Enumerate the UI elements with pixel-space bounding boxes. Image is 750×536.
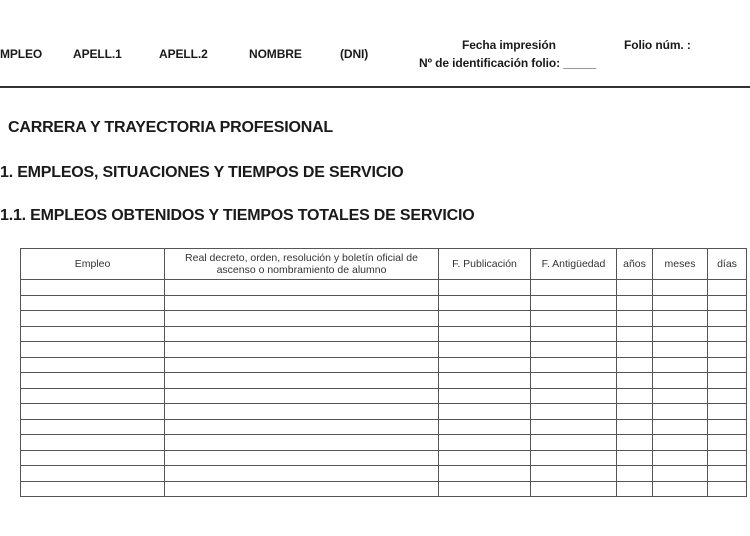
table-cell[interactable] [21, 450, 165, 466]
table-cell[interactable] [439, 466, 531, 482]
table-cell[interactable] [617, 311, 653, 327]
table-cell[interactable] [617, 280, 653, 296]
table-cell[interactable] [21, 357, 165, 373]
table-cell[interactable] [439, 388, 531, 404]
table-row [21, 311, 747, 327]
table-cell[interactable] [21, 295, 165, 311]
table-cell[interactable] [531, 373, 617, 389]
fecha-impresion-label: Fecha impresión [462, 38, 556, 52]
table-cell[interactable] [653, 311, 708, 327]
table-row [21, 435, 747, 451]
table-row [21, 404, 747, 420]
table-row [21, 450, 747, 466]
table-cell[interactable] [531, 450, 617, 466]
column-header-real-decreto: Real decreto, orden, resolución y boletín oficial de ascenso o nombramiento de alumno [165, 249, 439, 280]
table-cell[interactable] [708, 450, 747, 466]
column-header-dias: días [708, 249, 747, 280]
table-cell[interactable] [165, 280, 439, 296]
table-row [21, 388, 747, 404]
table-cell[interactable] [531, 280, 617, 296]
section-subtitle: 1. EMPLEOS, SITUACIONES Y TIEMPOS DE SERVICIO [0, 164, 404, 181]
table-cell[interactable] [21, 481, 165, 497]
header-field-apell1: APELL.1 [73, 47, 122, 61]
table-cell[interactable] [617, 404, 653, 420]
folio-num-label: Folio núm. : [624, 38, 691, 52]
column-header-meses: meses [653, 249, 708, 280]
table-cell[interactable] [617, 388, 653, 404]
table-cell[interactable] [708, 280, 747, 296]
table-cell[interactable] [531, 419, 617, 435]
table-cell[interactable] [165, 357, 439, 373]
column-header-anos: años [617, 249, 653, 280]
table-cell[interactable] [653, 357, 708, 373]
table-cell[interactable] [617, 373, 653, 389]
table-cell[interactable] [165, 388, 439, 404]
table-cell[interactable] [653, 450, 708, 466]
table-cell[interactable] [21, 466, 165, 482]
table-cell[interactable] [708, 326, 747, 342]
table-row [21, 373, 747, 389]
table-cell[interactable] [439, 404, 531, 420]
table-cell[interactable] [21, 435, 165, 451]
column-header-empleo: Empleo [21, 249, 165, 280]
table-cell[interactable] [165, 466, 439, 482]
table-cell[interactable] [165, 326, 439, 342]
table-cell[interactable] [165, 373, 439, 389]
table-cell[interactable] [708, 435, 747, 451]
table-cell[interactable] [439, 326, 531, 342]
table-cell[interactable] [531, 357, 617, 373]
table-cell[interactable] [617, 435, 653, 451]
table-cell[interactable] [21, 311, 165, 327]
table-cell[interactable] [653, 280, 708, 296]
column-header-f-publicacion: F. Publicación [439, 249, 531, 280]
table-cell[interactable] [617, 357, 653, 373]
table-cell[interactable] [708, 342, 747, 358]
table-cell[interactable] [617, 295, 653, 311]
table-cell[interactable] [439, 280, 531, 296]
table-cell[interactable] [708, 466, 747, 482]
header-field-empleo: MPLEO [0, 47, 43, 61]
table-cell[interactable] [21, 342, 165, 358]
table-cell[interactable] [439, 295, 531, 311]
section-title: CARRERA Y TRAYECTORIA PROFESIONAL [8, 119, 334, 136]
table-cell[interactable] [439, 419, 531, 435]
table-cell[interactable] [653, 373, 708, 389]
table-cell[interactable] [439, 435, 531, 451]
table-cell[interactable] [531, 326, 617, 342]
table-cell[interactable] [21, 326, 165, 342]
table-cell[interactable] [708, 419, 747, 435]
table-row [21, 342, 747, 358]
table-cell[interactable] [708, 404, 747, 420]
table-row [21, 481, 747, 497]
table-cell[interactable] [531, 481, 617, 497]
table-cell[interactable] [531, 311, 617, 327]
table-cell[interactable] [165, 295, 439, 311]
table-cell[interactable] [439, 373, 531, 389]
table-cell[interactable] [531, 295, 617, 311]
table-body [21, 280, 747, 497]
table-cell[interactable] [617, 342, 653, 358]
table-cell[interactable] [531, 342, 617, 358]
table-cell[interactable] [165, 481, 439, 497]
table-cell[interactable] [653, 388, 708, 404]
table-cell[interactable] [708, 311, 747, 327]
table-cell[interactable] [531, 404, 617, 420]
table-cell[interactable] [708, 357, 747, 373]
table-cell[interactable] [653, 342, 708, 358]
header-field-apell2: APELL.2 [159, 47, 208, 61]
identificacion-folio-label: Nº de identificación folio: _____ [419, 56, 597, 70]
table-cell[interactable] [21, 388, 165, 404]
table-row [21, 326, 747, 342]
table-cell[interactable] [439, 311, 531, 327]
table-cell[interactable] [439, 342, 531, 358]
table-cell[interactable] [617, 450, 653, 466]
section-subsubtitle: 1.1. EMPLEOS OBTENIDOS Y TIEMPOS TOTALES DE SERVICIO [0, 207, 475, 224]
table-cell[interactable] [653, 326, 708, 342]
table-cell[interactable] [439, 357, 531, 373]
table-cell[interactable] [531, 466, 617, 482]
table-cell[interactable] [165, 404, 439, 420]
table-cell[interactable] [21, 280, 165, 296]
column-header-f-antiguedad: F. Antigüedad [531, 249, 617, 280]
table-cell[interactable] [531, 435, 617, 451]
table-cell[interactable] [708, 373, 747, 389]
table-cell[interactable] [708, 295, 747, 311]
table-cell[interactable] [617, 481, 653, 497]
table-cell[interactable] [21, 404, 165, 420]
table-cell[interactable] [165, 342, 439, 358]
table-row [21, 419, 747, 435]
table-header-row [21, 249, 747, 280]
table-cell[interactable] [21, 373, 165, 389]
table-cell[interactable] [439, 481, 531, 497]
header-field-dni: (DNI) [340, 47, 369, 61]
table-cell[interactable] [653, 435, 708, 451]
table-cell[interactable] [531, 388, 617, 404]
table-cell[interactable] [708, 481, 747, 497]
table-cell[interactable] [165, 435, 439, 451]
table-cell[interactable] [653, 404, 708, 420]
table-row [21, 280, 747, 296]
table-cell[interactable] [653, 295, 708, 311]
table-cell[interactable] [617, 326, 653, 342]
header-divider [0, 86, 750, 88]
table-row [21, 466, 747, 482]
table-cell[interactable] [653, 466, 708, 482]
table-cell[interactable] [653, 419, 708, 435]
table-cell[interactable] [165, 450, 439, 466]
table-cell[interactable] [617, 419, 653, 435]
employment-table [20, 248, 747, 497]
table-cell[interactable] [165, 419, 439, 435]
table-row [21, 357, 747, 373]
table-cell[interactable] [617, 466, 653, 482]
table-cell[interactable] [708, 388, 747, 404]
table-cell[interactable] [165, 311, 439, 327]
table-cell[interactable] [439, 450, 531, 466]
header-field-nombre: NOMBRE [249, 47, 302, 61]
table-row [21, 295, 747, 311]
table-cell[interactable] [653, 481, 708, 497]
table-cell[interactable] [21, 419, 165, 435]
